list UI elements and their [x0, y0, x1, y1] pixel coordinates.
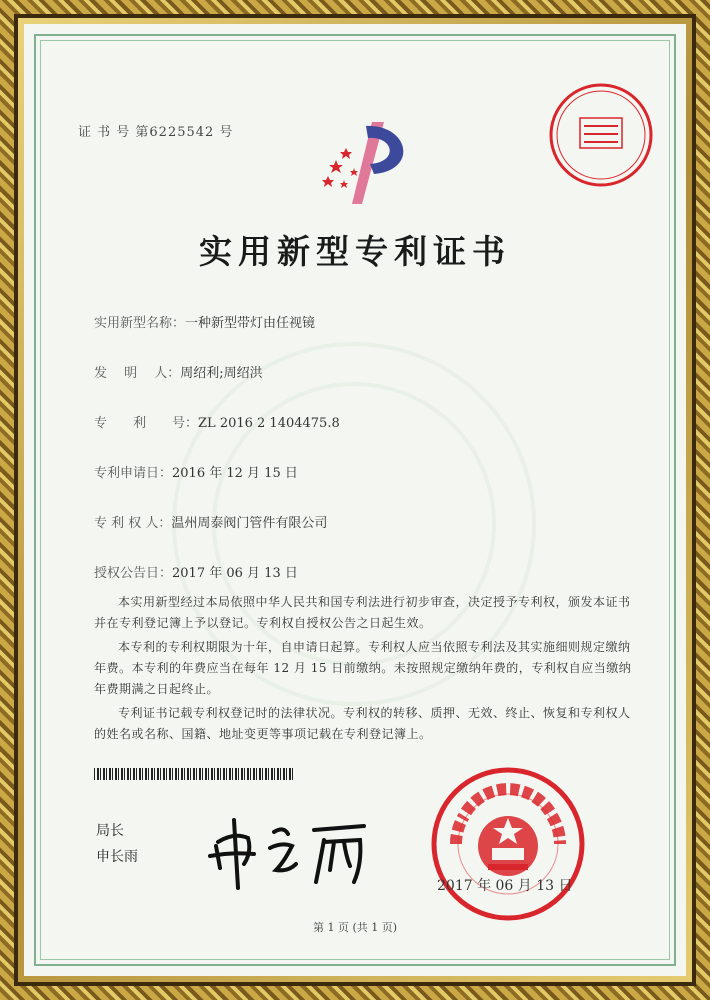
- field-inventor: [94, 362, 263, 381]
- field-value: 温州周泰阀门管件有限公司: [171, 516, 328, 531]
- certificate-title: 实用新型专利证书: [199, 232, 511, 271]
- director-name: 申长雨: [96, 849, 138, 865]
- page-footer: 第 1 页 (共 1 页): [312, 921, 398, 934]
- field-label: 专 利 号：: [94, 416, 199, 431]
- field-label: 专利申请日：: [94, 466, 173, 481]
- field-label: 授权公告日：: [94, 566, 173, 581]
- tax-bureau-seal: [546, 80, 656, 190]
- director-title: 局长: [96, 823, 124, 839]
- barcode: [94, 768, 294, 780]
- field-patent-number: [94, 412, 340, 431]
- paragraph-grant: 本实用新型经过本局依照中华人民共和国专利法进行初步审查，决定授予专利权，颁发本证书并在专利登记簿上予以登记。专利权自授权公告之日起生效。: [94, 595, 631, 630]
- issue-date: 2017 年 06 月 13 日: [437, 878, 573, 894]
- field-value: 2016 年 12 月 15 日: [172, 466, 298, 481]
- director-signature: [204, 812, 374, 892]
- field-value: 2017 年 06 月 13 日: [172, 566, 298, 581]
- certificate-body: [94, 592, 642, 748]
- field-label: 专 利 权 人：: [94, 516, 172, 531]
- field-label: 实用新型名称：: [94, 316, 186, 331]
- certificate-paper: [24, 24, 686, 976]
- field-utility-model-name: [94, 312, 315, 331]
- field-patentee: [94, 512, 327, 531]
- field-value: 周绍利;周绍洪: [180, 366, 263, 381]
- field-grant-date: [94, 562, 298, 581]
- state-ip-office-seal: [428, 764, 588, 924]
- field-value: 一种新型带灯由任视镜: [185, 316, 316, 331]
- field-label: 发 明 人：: [94, 366, 181, 381]
- field-value: ZL 2016 2 1404475.8: [198, 416, 340, 431]
- paragraph-status: 专利证书记载专利权登记时的法律状况。专利权的转移、质押、无效、终止、恢复和专利权人的姓名或名称、国籍、地址变更等事项记载在专利登记簿上。: [94, 706, 631, 741]
- field-application-date: [94, 462, 298, 481]
- certificate-number: 证 书 号 第6225542 号: [78, 125, 234, 140]
- paragraph-term: 本专利的专利权期限为十年，自申请日起算。专利权人应当依照专利法及其实施细则规定缴纳年费。本专利的年费应当在每年 12 月 15 日前缴纳。未按照规定缴纳年费的，专利权自应当缴纳年费期满之日起终止。: [94, 640, 632, 696]
- patent-office-logo: [314, 112, 414, 212]
